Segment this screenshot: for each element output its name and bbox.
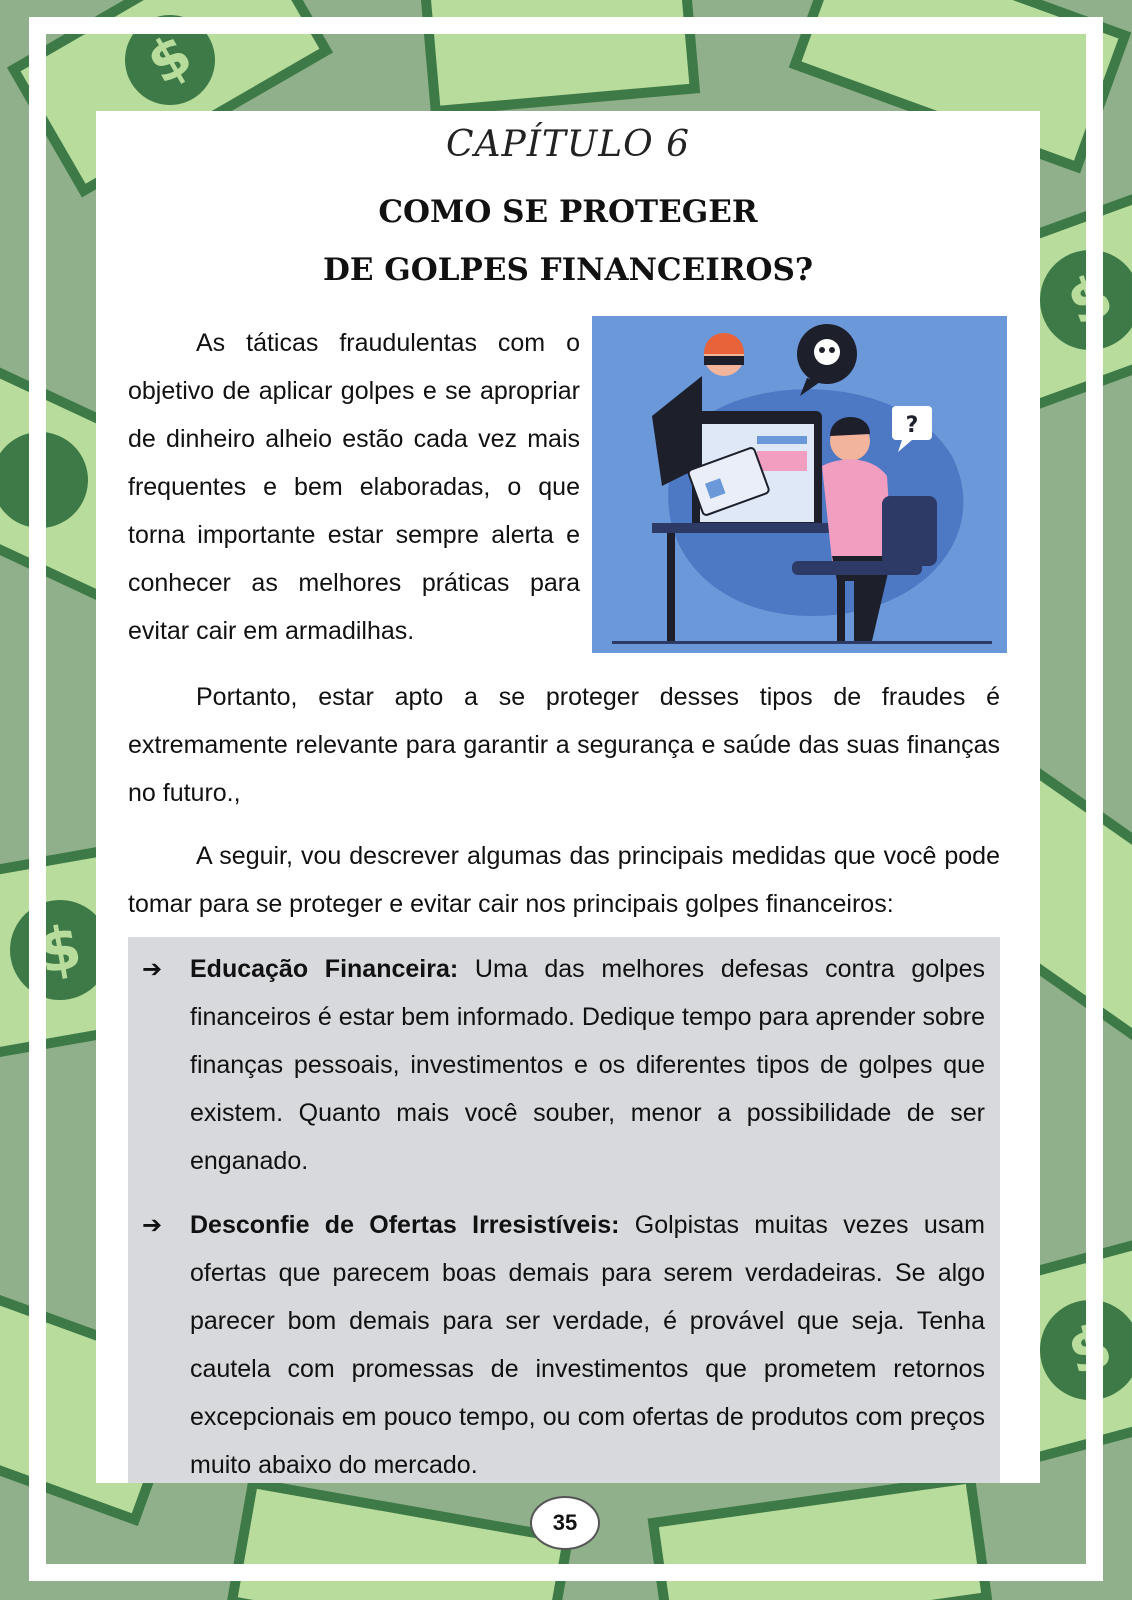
title-line-1: COMO SE PROTEGER [378,194,758,230]
svg-text:$: $ [33,911,87,989]
tip-text [190,1201,985,1489]
svg-text:?: ? [905,413,919,438]
tip-title: Educação Financeira: [190,955,459,983]
tip-body: Uma das melhores defesas contra golpes financeiros é estar bem informado. Dedique tempo para aprender sobre finanças pessoais, investimentos e os diferentes tipos de golpes que existem. Quanto mais você souber, menor a possibilidade de ser enganado. [190,955,985,1175]
svg-text:$: $ [1058,259,1122,341]
svg-text:$: $ [1060,1310,1120,1390]
title-line-2: DE GOLPES FINANCEIROS? [322,252,814,288]
seguir-paragraph: A seguir, vou descrever algumas das principais medidas que você pode tomar para se proteger e evitar cair nos principais golpes financeiros: [128,842,1000,918]
scammer-illustration [592,316,1007,653]
tip-body: Golpistas muitas vezes usam ofertas que parecem boas demais para serem verdadeiras. Se algo parecer bom demais para ser verdade, é provável que seja. Tenha cautela com promessas de investimentos que prometem retornos excepcionais em pouco tempo, ou com ofertas de produtos com preços muito abaixo do mercado. [190,1211,985,1479]
chapter-heading: CAPÍTULO 6 [445,124,691,165]
tip-title: Desconfie de Ofertas Irresistíveis: [190,1211,620,1239]
arrow-right-icon: ➔ [142,955,163,983]
intro-paragraph: As táticas fraudulentas com o objetivo de aplicar golpes e se apropriar de dinheiro alheio estão cada vez mais frequentes e bem elaboradas, o que torna importante estar sempre alerta e conhecer as melhores práticas para evitar cair em armadilhas. [128,329,580,645]
tip-text [190,945,985,1185]
page-number: 35 [530,1496,600,1550]
arrow-right-icon: ➔ [142,1211,163,1239]
portanto-paragraph: Portanto, estar apto a se proteger desses tipos de fraudes é extremamente relevante para garantir a segurança e saúde das suas finanças no futuro., [128,683,1000,807]
svg-text:$: $ [136,21,203,98]
